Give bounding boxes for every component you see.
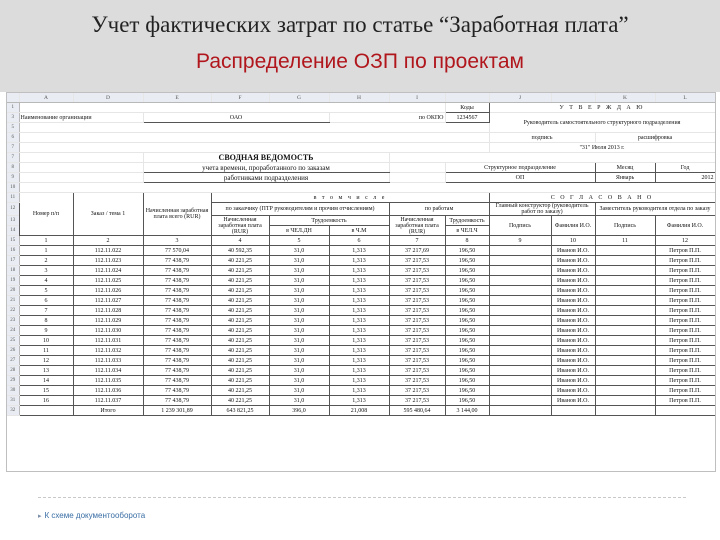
- accrued-2-header: Начисленная заработная плата (RUR): [389, 216, 445, 236]
- cell-total: 77 438,79: [143, 396, 211, 406]
- approve-sign: подпись: [489, 133, 595, 143]
- cell-fio2: Петров П.П.: [655, 356, 715, 366]
- table-row: 24 9 112.11.030 77 438,79 40 221,25 31,0 1,313 37 217,53 196,50 Иванов И.О. Петров П.П.: [7, 326, 715, 336]
- cell-fio: Иванов И.О.: [551, 306, 595, 316]
- cell-chm: 1,313: [329, 346, 389, 356]
- cell-empty: [489, 386, 551, 396]
- column-letter: F: [211, 93, 269, 103]
- cell-acc2: 37 217,53: [389, 386, 445, 396]
- cell-order: 112.11.022: [73, 246, 143, 256]
- link-arrow-icon: ▸: [38, 513, 42, 520]
- cell-chm: 1,313: [329, 246, 389, 256]
- cell-acc: 40 221,25: [211, 296, 269, 306]
- cell-empty: [489, 256, 551, 266]
- table-row: 30 15 112.11.036 77 438,79 40 221,25 31,0 1,313 37 217,53 196,50 Иванов И.О. Петров П.П.: [7, 386, 715, 396]
- cell-empty: [595, 386, 655, 396]
- cell-empty: [489, 296, 551, 306]
- approve-role: Руководитель самостоятельного структурного подразделения: [489, 113, 715, 133]
- cell-fio: Иванов И.О.: [551, 326, 595, 336]
- cell-empty: [595, 306, 655, 316]
- approve-title: У Т В Е Р Ж Д А Ю: [489, 103, 715, 113]
- cell-chm: 1,313: [329, 376, 389, 386]
- column-letter: L: [655, 93, 715, 103]
- chief-header: Главный конструктор (руководитель работ по заказу): [489, 203, 595, 216]
- cell-fio: Иванов И.О.: [551, 336, 595, 346]
- cell-total: 77 438,79: [143, 336, 211, 346]
- totals-row: 32 Итого 1 239 301,89 643 821,25 396,0 21,008 595 480,64 3 144,00: [7, 406, 715, 416]
- cell-total: 77 438,79: [143, 386, 211, 396]
- cell-fio2: Петров П.П.: [655, 376, 715, 386]
- cell-order: 112.11.032: [73, 346, 143, 356]
- cell-days: 31,0: [269, 266, 329, 276]
- doc-line-1: учета времени, проработанного по заказам: [143, 163, 389, 173]
- table-header-row: 13 Начисленная заработная плата (RUR) Трудоемкость Начисленная заработная плата (RUR) Трудоемкость Подпись Фамилия И.О. Подпись Фамилия И.О.: [7, 216, 715, 226]
- cell-acc: 40 221,25: [211, 346, 269, 356]
- cell-n: 12: [19, 356, 73, 366]
- cell-fio2: Петров П.П.: [655, 366, 715, 376]
- sheet-row: 9 работниками подразделения ОП Январь 2012: [7, 173, 715, 183]
- cell-fio: Иванов И.О.: [551, 356, 595, 366]
- cell-empty: [489, 326, 551, 336]
- cell-acc2: 37 217,53: [389, 356, 445, 366]
- cell-chh: 196,50: [445, 366, 489, 376]
- deputy-header: Заместитель руководителя отдела по заказу: [595, 203, 715, 216]
- sheet-row: 1 Коды У Т В Е Р Ж Д А Ю: [7, 103, 715, 113]
- cell-acc: 40 221,25: [211, 386, 269, 396]
- cell-chm: 1,313: [329, 286, 389, 296]
- table-header-row: 11 Номер п/п Заказ / тема 1 Начисленная заработная плата всего (RUR) в т о м ч и с л е С О Г Л А С О В А Н О: [7, 193, 715, 203]
- cell-chh: 196,50: [445, 306, 489, 316]
- cell-order: 112.11.029: [73, 316, 143, 326]
- cell-fio2: Петров П.П.: [655, 266, 715, 276]
- cell-days: 31,0: [269, 386, 329, 396]
- cell-days: 31,0: [269, 396, 329, 406]
- cell-fio: Иванов И.О.: [551, 376, 595, 386]
- table-row: 31 16 112.11.037 77 438,79 40 221,25 31,0 1,313 37 217,53 196,50 Иванов И.О. Петров П.П.: [7, 396, 715, 406]
- hours-chh-header: в ЧЕЛ.Ч: [445, 226, 489, 236]
- column-letter: [551, 93, 595, 103]
- cell-fio2: Петров П.П.: [655, 286, 715, 296]
- cell-fio2: Петров П.П.: [655, 326, 715, 336]
- cell-fio: Иванов И.О.: [551, 286, 595, 296]
- cell-chh: 196,50: [445, 346, 489, 356]
- cell-acc2: 37 217,53: [389, 396, 445, 406]
- cell-fio: Иванов И.О.: [551, 296, 595, 306]
- cell-order: 112.11.026: [73, 286, 143, 296]
- table-row: 20 5 112.11.026 77 438,79 40 221,25 31,0 1,313 37 217,53 196,50 Иванов И.О. Петров П.П.: [7, 286, 715, 296]
- cell-chm: 1,313: [329, 366, 389, 376]
- cell-chh: 196,50: [445, 336, 489, 346]
- cell-chh: 196,50: [445, 386, 489, 396]
- cell-empty: [489, 316, 551, 326]
- cell-total: 77 438,79: [143, 276, 211, 286]
- cell-empty: [489, 376, 551, 386]
- cell-acc2: 37 217,53: [389, 306, 445, 316]
- cell-total: 77 438,79: [143, 266, 211, 276]
- cell-order: 112.11.037: [73, 396, 143, 406]
- back-to-scheme-link[interactable]: [38, 511, 145, 520]
- sheet-row: 7 "31" Июля 2013 г.: [7, 143, 715, 153]
- cell-empty: [489, 266, 551, 276]
- cell-acc2: 37 217,53: [389, 346, 445, 356]
- okpo-label: по ОКПО: [329, 113, 445, 123]
- cell-acc2: 37 217,69: [389, 246, 445, 256]
- cell-acc2: 37 217,53: [389, 316, 445, 326]
- column-numbers-row: 15 1 2 3 4 5 6 7 8 9 10 11 12: [7, 236, 715, 246]
- cell-total: 77 438,79: [143, 346, 211, 356]
- cell-chh: 196,50: [445, 326, 489, 336]
- cell-chh: 196,50: [445, 286, 489, 296]
- cell-acc: 40 592,35: [211, 246, 269, 256]
- totals-accrued-2: 595 480,64: [389, 406, 445, 416]
- table-row: 23 8 112.11.029 77 438,79 40 221,25 31,0 1,313 37 217,53 196,50 Иванов И.О. Петров П.П.: [7, 316, 715, 326]
- cell-order: 112.11.025: [73, 276, 143, 286]
- column-letter: I: [389, 93, 445, 103]
- cell-fio: Иванов И.О.: [551, 396, 595, 406]
- slide-header: [0, 0, 720, 92]
- totals-chm: 21,008: [329, 406, 389, 416]
- cell-total: 77 438,79: [143, 296, 211, 306]
- cell-chh: 196,50: [445, 246, 489, 256]
- cell-empty: [595, 296, 655, 306]
- cell-acc: 40 221,25: [211, 266, 269, 276]
- cell-empty: [489, 306, 551, 316]
- table-row: 16 1 112.11.022 77 570,04 40 592,35 31,0 1,313 37 217,69 196,50 Иванов И.О. Петров П.П.: [7, 246, 715, 256]
- cell-chm: 1,313: [329, 326, 389, 336]
- cell-empty: [489, 276, 551, 286]
- cell-n: 11: [19, 346, 73, 356]
- corner-cell: [7, 93, 19, 103]
- cell-acc2: 37 217,53: [389, 296, 445, 306]
- cell-acc: 40 221,25: [211, 366, 269, 376]
- month-value: Январь: [595, 173, 655, 183]
- sheet-row: 7 СВОДНАЯ ВЕДОМОСТЬ: [7, 153, 715, 163]
- cell-total: 77 438,79: [143, 366, 211, 376]
- cell-total: 77 438,79: [143, 316, 211, 326]
- table-header-row: 14 в ЧЕЛ.ДН в Ч.М в ЧЕЛ.Ч: [7, 226, 715, 236]
- cell-days: 31,0: [269, 276, 329, 286]
- cell-n: 14: [19, 376, 73, 386]
- total-header: Начисленная заработная плата всего (RUR): [143, 193, 211, 236]
- cell-n: 13: [19, 366, 73, 376]
- table-row: 18 3 112.11.024 77 438,79 40 221,25 31,0 1,313 37 217,53 196,50 Иванов И.О. Петров П.П.: [7, 266, 715, 276]
- cell-days: 31,0: [269, 326, 329, 336]
- cell-days: 31,0: [269, 246, 329, 256]
- cell-empty: [489, 346, 551, 356]
- sheet-row: 3 Наименование организации ОАО по ОКПО 1234567 Руководитель самостоятельного структурного подразделения: [7, 113, 715, 123]
- hours-days-header: в ЧЕЛ.ДН: [269, 226, 329, 236]
- org-value: ОАО: [143, 113, 329, 123]
- sheet-row: 10: [7, 183, 715, 193]
- month-label: Месяц: [595, 163, 655, 173]
- cell-order: 112.11.033: [73, 356, 143, 366]
- column-letter: A: [19, 93, 73, 103]
- cell-fio: Иванов И.О.: [551, 276, 595, 286]
- cell-n: 4: [19, 276, 73, 286]
- cell-empty: [595, 316, 655, 326]
- cell-acc2: 37 217,53: [389, 276, 445, 286]
- cell-fio2: Петров П.П.: [655, 256, 715, 266]
- cell-order: 112.11.027: [73, 296, 143, 306]
- cell-acc2: 37 217,53: [389, 266, 445, 276]
- cell-days: 31,0: [269, 306, 329, 316]
- cell-chm: 1,313: [329, 396, 389, 406]
- cell-empty: [489, 356, 551, 366]
- cell-chm: 1,313: [329, 316, 389, 326]
- cell-acc: 40 221,25: [211, 276, 269, 286]
- cell-order: 112.11.036: [73, 386, 143, 396]
- cell-days: 31,0: [269, 356, 329, 366]
- cell-total: 77 438,79: [143, 376, 211, 386]
- cell-chh: 196,50: [445, 376, 489, 386]
- table-header-row: 12 по заказчику (ПТР руководителям и прочим отчислениям) по работам Главный конструктор (руководитель работ по заказу) Заместитель руководителя отдела по заказу: [7, 203, 715, 216]
- data-rows: [7, 246, 715, 406]
- cell-empty: [489, 286, 551, 296]
- cell-days: 31,0: [269, 296, 329, 306]
- cell-acc2: 37 217,53: [389, 366, 445, 376]
- cell-empty: [595, 256, 655, 266]
- cell-total: 77 438,79: [143, 326, 211, 336]
- table-row: 29 14 112.11.035 77 438,79 40 221,25 31,0 1,313 37 217,53 196,50 Иванов И.О. Петров П.П.: [7, 376, 715, 386]
- cell-acc2: 37 217,53: [389, 256, 445, 266]
- cell-chh: 196,50: [445, 276, 489, 286]
- cell-acc2: 37 217,53: [389, 376, 445, 386]
- cell-chh: 196,50: [445, 256, 489, 266]
- cell-acc2: 37 217,53: [389, 286, 445, 296]
- cell-fio: Иванов И.О.: [551, 366, 595, 376]
- spreadsheet-table: [7, 93, 716, 416]
- cell-fio2: Петров П.П.: [655, 296, 715, 306]
- column-letter: H: [329, 93, 389, 103]
- labor-2-header: Трудоемкость: [445, 216, 489, 226]
- year-value: 2012: [655, 173, 715, 183]
- column-letter: J: [489, 93, 551, 103]
- cell-n: 1: [19, 246, 73, 256]
- column-letter: D: [73, 93, 143, 103]
- cell-empty: [595, 366, 655, 376]
- agree-header: С О Г Л А С О В А Н О: [489, 193, 715, 203]
- cell-order: 112.11.035: [73, 376, 143, 386]
- slide-subtitle: Распределение ОЗП по проектам: [196, 50, 524, 73]
- cell-n: 2: [19, 256, 73, 266]
- cell-chm: 1,313: [329, 256, 389, 266]
- cell-fio2: Петров П.П.: [655, 306, 715, 316]
- column-letter: [445, 93, 489, 103]
- cell-empty: [595, 246, 655, 256]
- table-row: 19 4 112.11.025 77 438,79 40 221,25 31,0 1,313 37 217,53 196,50 Иванов И.О. Петров П.П.: [7, 276, 715, 286]
- cell-fio2: Петров П.П.: [655, 346, 715, 356]
- cell-fio2: Петров П.П.: [655, 316, 715, 326]
- cell-chm: 1,313: [329, 336, 389, 346]
- codes-label: Коды: [445, 103, 489, 113]
- unit-value: ОП: [445, 173, 595, 183]
- footer-divider: [38, 497, 686, 498]
- cell-order: 112.11.031: [73, 336, 143, 346]
- works-header: по работам: [389, 203, 489, 216]
- column-letters-row: [7, 93, 715, 103]
- fio-2-header: Фамилия И.О.: [655, 216, 715, 236]
- cell-n: 6: [19, 296, 73, 306]
- cell-acc: 40 221,25: [211, 336, 269, 346]
- cell-days: 31,0: [269, 256, 329, 266]
- unit-label: Структурное подразделение: [445, 163, 595, 173]
- cell-empty: [489, 366, 551, 376]
- back-to-scheme-label: К схеме документооборота: [44, 511, 146, 520]
- cell-empty: [595, 396, 655, 406]
- cell-acc: 40 221,25: [211, 256, 269, 266]
- fio-header: Фамилия И.О.: [551, 216, 595, 236]
- cell-chh: 196,50: [445, 316, 489, 326]
- cell-n: 7: [19, 306, 73, 316]
- cell-chh: 196,50: [445, 296, 489, 306]
- accrued-header: Начисленная заработная плата (RUR): [211, 216, 269, 236]
- cell-days: 31,0: [269, 376, 329, 386]
- cell-chh: 196,50: [445, 396, 489, 406]
- table-row: 17 2 112.11.023 77 438,79 40 221,25 31,0 1,313 37 217,53 196,50 Иванов И.О. Петров П.П.: [7, 256, 715, 266]
- cell-n: 8: [19, 316, 73, 326]
- cell-total: 77 570,04: [143, 246, 211, 256]
- column-letter: K: [595, 93, 655, 103]
- slide-title: Учет фактических затрат по статье “Заработная плата”: [91, 12, 629, 37]
- cell-fio: Иванов И.О.: [551, 346, 595, 356]
- cell-empty: [595, 336, 655, 346]
- cell-order: 112.11.023: [73, 256, 143, 266]
- year-label: Год: [655, 163, 715, 173]
- approve-decode: расшифровка: [595, 133, 715, 143]
- cell-empty: [489, 246, 551, 256]
- cell-fio: Иванов И.О.: [551, 266, 595, 276]
- approve-date: "31" Июля 2013 г.: [489, 143, 715, 153]
- table-row: 27 12 112.11.033 77 438,79 40 221,25 31,0 1,313 37 217,53 196,50 Иванов И.О. Петров П.П.: [7, 356, 715, 366]
- cell-total: 77 438,79: [143, 306, 211, 316]
- cell-days: 31,0: [269, 366, 329, 376]
- cell-order: 112.11.034: [73, 366, 143, 376]
- cell-empty: [489, 336, 551, 346]
- sheet-row: 5: [7, 123, 715, 133]
- cell-empty: [489, 396, 551, 406]
- cell-order: 112.11.028: [73, 306, 143, 316]
- cell-n: 10: [19, 336, 73, 346]
- cell-fio2: Петров П.П.: [655, 386, 715, 396]
- cell-acc: 40 221,25: [211, 376, 269, 386]
- cell-order: 112.11.030: [73, 326, 143, 336]
- cell-fio: Иванов И.О.: [551, 316, 595, 326]
- cell-days: 31,0: [269, 316, 329, 326]
- cell-fio: Иванов И.О.: [551, 246, 595, 256]
- sign-2-header: Подпись: [595, 216, 655, 236]
- cell-n: 16: [19, 396, 73, 406]
- doc-title: СВОДНАЯ ВЕДОМОСТЬ: [143, 153, 389, 163]
- cell-empty: [595, 286, 655, 296]
- cell-total: 77 438,79: [143, 286, 211, 296]
- cell-acc: 40 221,25: [211, 326, 269, 336]
- by-order-header: по заказчику (ПТР руководителям и прочим отчислениям): [211, 203, 389, 216]
- cell-days: 31,0: [269, 346, 329, 356]
- cell-empty: [595, 266, 655, 276]
- okpo-code: 1234567: [445, 113, 489, 123]
- cell-fio: Иванов И.О.: [551, 386, 595, 396]
- cell-empty: [595, 376, 655, 386]
- cell-acc2: 37 217,53: [389, 336, 445, 346]
- cell-acc2: 37 217,53: [389, 326, 445, 336]
- cell-fio2: Петров П.П.: [655, 276, 715, 286]
- cell-fio2: Петров П.П.: [655, 246, 715, 256]
- column-letter: E: [143, 93, 211, 103]
- table-row: 25 10 112.11.031 77 438,79 40 221,25 31,0 1,313 37 217,53 196,50 Иванов И.О. Петров П.П.: [7, 336, 715, 346]
- in-that-header: в т о м ч и с л е: [211, 193, 489, 203]
- cell-chm: 1,313: [329, 356, 389, 366]
- table-row: 22 7 112.11.028 77 438,79 40 221,25 31,0 1,313 37 217,53 196,50 Иванов И.О. Петров П.П.: [7, 306, 715, 316]
- cell-chm: 1,313: [329, 266, 389, 276]
- cell-fio: Иванов И.О.: [551, 256, 595, 266]
- cell-empty: [595, 276, 655, 286]
- cell-chm: 1,313: [329, 386, 389, 396]
- cell-total: 77 438,79: [143, 356, 211, 366]
- sign-header: Подпись: [489, 216, 551, 236]
- table-row: 28 13 112.11.034 77 438,79 40 221,25 31,0 1,313 37 217,53 196,50 Иванов И.О. Петров П.П.: [7, 366, 715, 376]
- doc-line-2: работниками подразделения: [143, 173, 389, 183]
- cell-empty: [595, 326, 655, 336]
- cell-chm: 1,313: [329, 276, 389, 286]
- cell-empty: [595, 356, 655, 366]
- cell-days: 31,0: [269, 336, 329, 346]
- cell-acc: 40 221,25: [211, 286, 269, 296]
- cell-empty: [595, 346, 655, 356]
- totals-label: Итого: [73, 406, 143, 416]
- labor-header: Трудоемкость: [269, 216, 389, 226]
- cell-n: 3: [19, 266, 73, 276]
- column-letter: G: [269, 93, 329, 103]
- cell-n: 9: [19, 326, 73, 336]
- sheet-row: 6 подпись расшифровка: [7, 133, 715, 143]
- totals-days: 396,0: [269, 406, 329, 416]
- cell-chh: 196,50: [445, 266, 489, 276]
- cell-total: 77 438,79: [143, 256, 211, 266]
- cell-acc: 40 221,25: [211, 306, 269, 316]
- org-label: Наименование организации: [19, 113, 143, 123]
- cell-chh: 196,50: [445, 356, 489, 366]
- totals-chh: 3 144,00: [445, 406, 489, 416]
- spreadsheet-image: [6, 92, 716, 472]
- cell-days: 31,0: [269, 286, 329, 296]
- cell-acc: 40 221,25: [211, 356, 269, 366]
- cell-acc: 40 221,25: [211, 396, 269, 406]
- table-row: 21 6 112.11.027 77 438,79 40 221,25 31,0 1,313 37 217,53 196,50 Иванов И.О. Петров П.П.: [7, 296, 715, 306]
- cell-fio2: Петров П.П.: [655, 396, 715, 406]
- cell-chm: 1,313: [329, 306, 389, 316]
- cell-n: 5: [19, 286, 73, 296]
- cell-n: 15: [19, 386, 73, 396]
- rownum-header: Номер п/п: [19, 193, 73, 236]
- hours-chm-header: в Ч.М: [329, 226, 389, 236]
- cell-fio2: Петров П.П.: [655, 336, 715, 346]
- totals-total: 1 239 301,89: [143, 406, 211, 416]
- cell-chm: 1,313: [329, 296, 389, 306]
- table-row: 26 11 112.11.032 77 438,79 40 221,25 31,0 1,313 37 217,53 196,50 Иванов И.О. Петров П.П.: [7, 346, 715, 356]
- totals-accrued: 643 821,25: [211, 406, 269, 416]
- sheet-row: 8 учета времени, проработанного по заказам Структурное подразделение Месяц Год: [7, 163, 715, 173]
- order-header: Заказ / тема 1: [73, 193, 143, 236]
- cell-order: 112.11.024: [73, 266, 143, 276]
- cell-acc: 40 221,25: [211, 316, 269, 326]
